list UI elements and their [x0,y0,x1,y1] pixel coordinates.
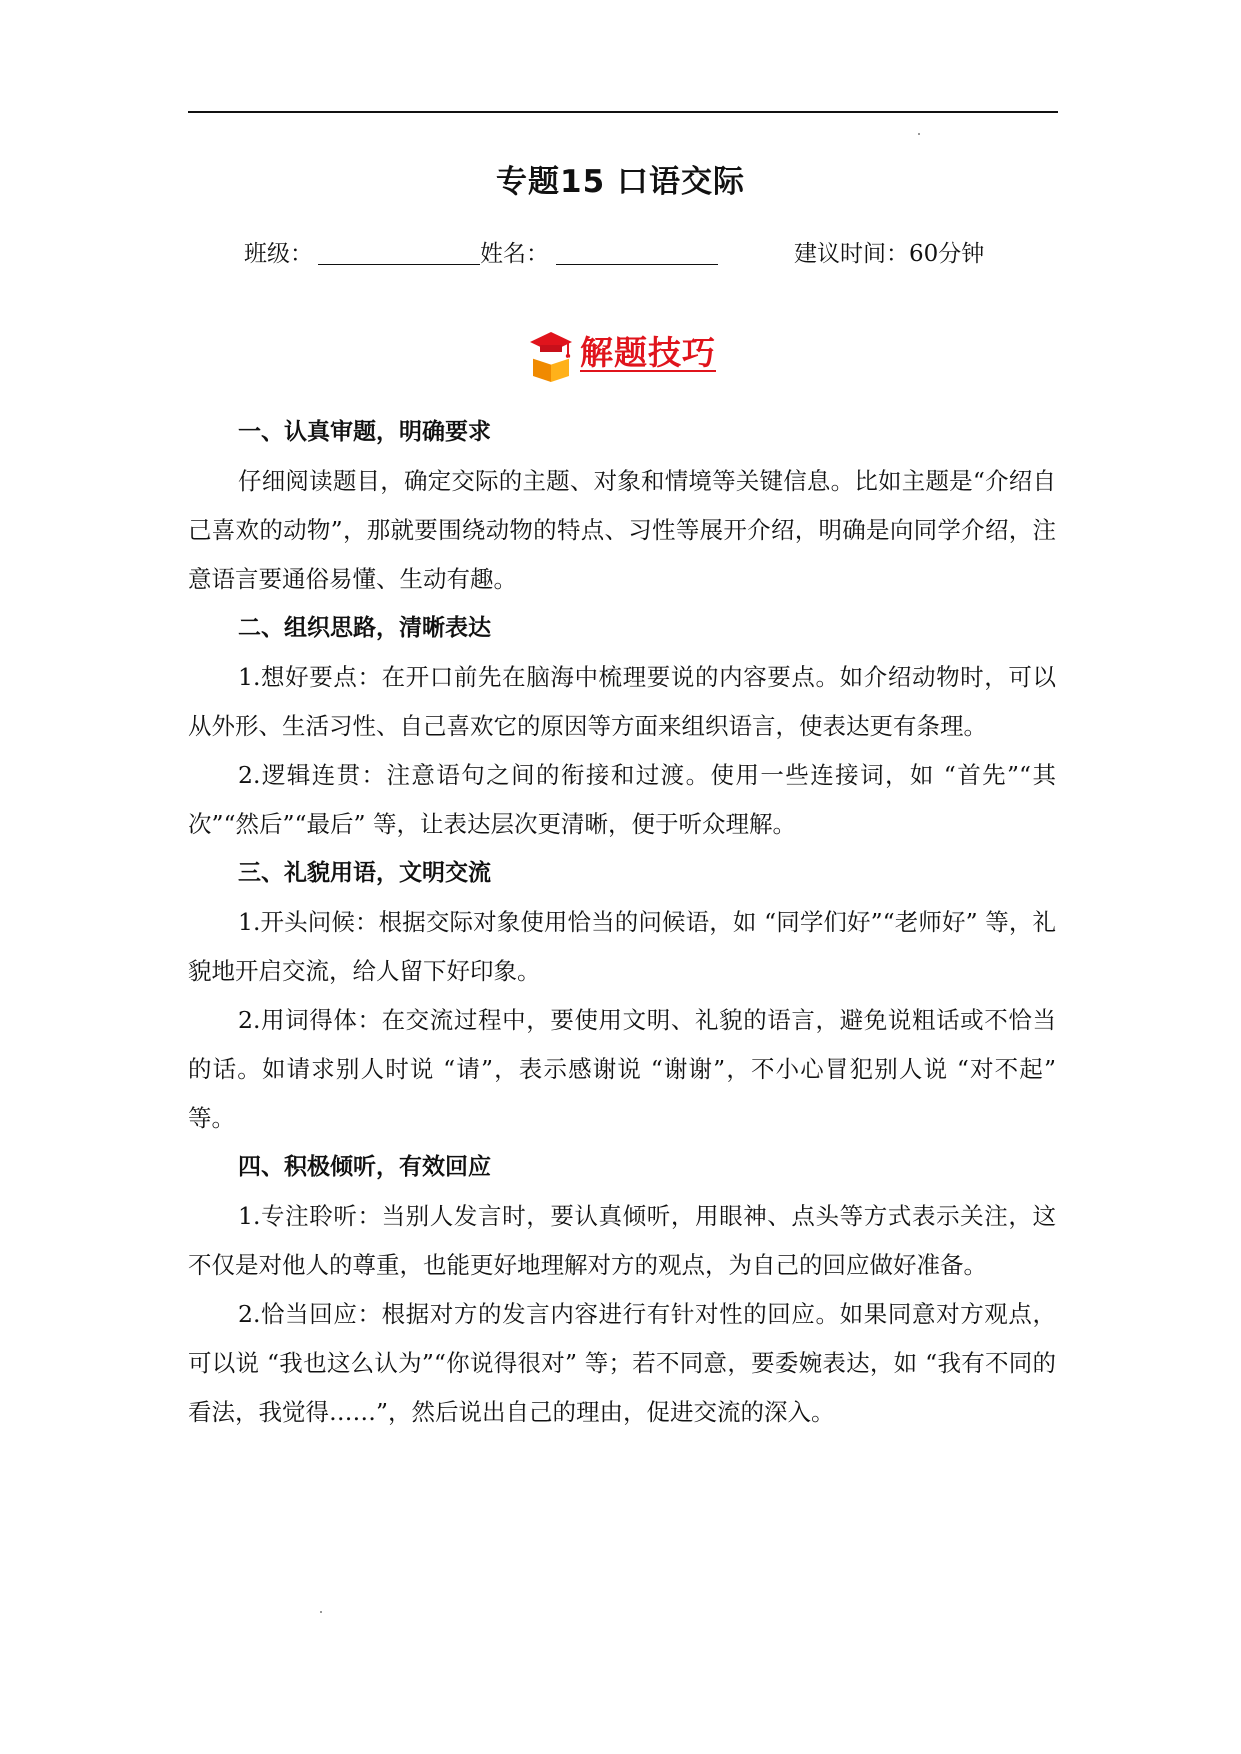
section-paragraph: 2.用词得体：在交流过程中，要使用文明、礼貌的语言，避免说粗话或不恰当的话。如请求别人时说 “请”，表示感谢说 “谢谢”，不小心冒犯别人说 “对不起” 等。 [188,1006,1056,1132]
section-heading: 一、认真审题，明确要求 [238,419,491,445]
section-paragraph: 1.想好要点：在开口前先在脑海中梳理要说的内容要点。如介绍动物时，可以从外形、生活习性、自己喜欢它的原因等方面来组织语言，使表达更有条理。 [188,663,1056,740]
section-heading: 三、礼貌用语，文明交流 [238,860,491,886]
header-rule [188,111,1058,113]
section-heading: 二、组织思路，清晰表达 [238,615,491,641]
class-label: 班级： [244,241,313,267]
section-paragraph: 2.逻辑连贯：注意语句之间的衔接和过渡。使用一些连接词，如 “首先”“其次”“然后”“最后” 等，让表达层次更清晰，便于听众理解。 [188,761,1056,838]
section-paragraph: 仔细阅读题目，确定交际的主题、对象和情境等关键信息。比如主题是“介绍自己喜欢的动物”，那就要围绕动物的特点、习性等展开介绍，明确是向同学介绍，注意语言要通俗易懂、生动有趣。 [188,467,1056,593]
suggested-time: 建议时间：60分钟 [794,241,985,267]
section-heading: 四、积极倾听，有效回应 [238,1154,491,1180]
section-paragraph: 2.恰当回应：根据对方的发言内容进行有针对性的回应。如果同意对方观点，可以说 “我也这么认为”“你说得很对” 等；若不同意，要委婉表达，如 “我有不同的看法，我觉得……”，然后说出自己的理由，促进交流的深入。 [188,1300,1056,1426]
class-blank[interactable] [318,264,480,265]
tips-badge [528,328,718,384]
section-paragraph: 1.专注聆听：当别人发言时，要认真倾听，用眼神、点头等方式表示关注，这不仅是对他人的尊重，也能更好地理解对方的观点，为自己的回应做好准备。 [188,1202,1056,1279]
tips-content [188,408,1056,1437]
section-paragraph: 1.开头问候：根据交际对象使用恰当的问候语，如 “同学们好”“老师好” 等，礼貌地开启交流，给人留下好印象。 [188,908,1056,985]
tips-badge-label: 解题技巧 [580,333,716,372]
name-label: 姓名： [480,241,549,267]
decorative-dot [320,1611,322,1613]
decorative-dot [918,133,920,135]
name-blank[interactable] [556,264,718,265]
page-title: 专题15 口语交际 [496,164,745,200]
graduation-cap-book-icon [528,328,574,384]
